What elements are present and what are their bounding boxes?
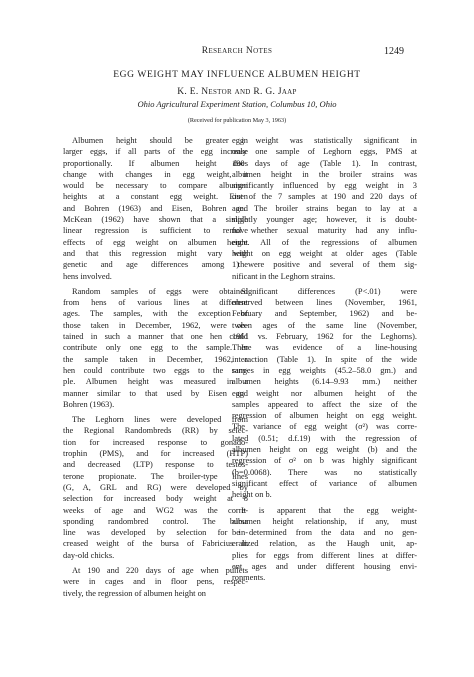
text-line: significant effect of variance of albumen [232, 478, 417, 488]
text-line: weeks of age and WG2 was the corre- [63, 505, 248, 515]
text-line: Albumen height should be greater in [72, 136, 248, 145]
text-line: trophin (PMS), and for increased (HTP) [63, 449, 248, 459]
text-line: hen could contribute two eggs to the sam- [63, 365, 248, 375]
left-text-column [63, 135, 248, 599]
received-date: (Received for publication May 3, 1963) [187, 117, 287, 124]
text-line: Significant differences (P<.01) were [241, 286, 417, 296]
text-line: ent ages and under different housing envi- [232, 561, 417, 571]
text-line: The variance of egg weight (σ²) was corre- [232, 422, 417, 432]
text-line: eralized relation, as the Haugh unit, ap- [232, 539, 417, 549]
text-line: and that this regression might vary with [63, 248, 248, 258]
text-line: height on b. [232, 490, 272, 500]
text-line: albumen heights (6.14–9.93 mm.) neither [232, 377, 417, 387]
paragraph [232, 286, 417, 501]
text-line: (b=0.0068). There was no statistically [232, 467, 417, 477]
text-line: 1) were positive and several of them sig- [232, 260, 417, 270]
text-line: proportionally. If albumen height does [63, 158, 248, 168]
text-line: age. The broiler strains began to lay at a [232, 203, 417, 213]
text-line: were in cages and in floor pens, respec- [63, 577, 248, 587]
text-line: At 190 and 220 days of age when pullets [72, 565, 248, 575]
paragraph [63, 414, 248, 561]
text-line: height on egg weight at older ages (Table [232, 248, 417, 258]
text-line: egg weight was statistically significant in [232, 136, 417, 145]
text-line: albumen height on egg weight (b) and the [232, 445, 417, 455]
text-line: effects of egg weight on albumen height [63, 237, 248, 247]
text-line: There was evidence of a line-housing [232, 343, 417, 353]
text-line: genetic and age differences among the [63, 260, 248, 270]
text-line: 190 days of age (Table 1). In contrast, [232, 158, 417, 168]
text-line: and Bohren (1963) and Eisen, Bohren and [63, 203, 248, 213]
text-line: The Leghorn lines were developed from [72, 415, 248, 425]
text-line: and decreased (LTP) response to testos- [63, 460, 248, 470]
text-line: linear regression is sufficient to remove [63, 226, 248, 236]
text-line: would be necessary to compare albumen [63, 181, 248, 191]
running-head [70, 46, 404, 60]
text-line: day-old chicks. [63, 550, 115, 560]
page-number: 1249 [384, 46, 404, 57]
text-line: contribute only one egg to the sample. In [63, 343, 248, 353]
text-line: sponding randombred control. The bursa [63, 516, 248, 526]
text-line: ple. Albumen height was measured in a [63, 377, 248, 387]
text-line: change with changes in egg weight, it [63, 169, 248, 179]
text-line: selection for increased body weight at 8 [63, 494, 248, 504]
text-line: those taken in December, 1962, were ob- [63, 320, 248, 330]
text-line: plies for eggs from different lines at differ- [232, 550, 417, 560]
text-line: February and September, 1962) and be- [232, 309, 417, 319]
text-line: egg weight nor albumen height of the [232, 388, 417, 398]
right-text-column [232, 135, 417, 584]
text-line: It is apparent that the egg weight- [241, 505, 417, 515]
paragraph [63, 286, 248, 410]
text-line: the sample taken in December, 1962, a [63, 354, 248, 364]
text-line: tained in such a manner that one hen could [63, 332, 248, 342]
paragraph [63, 135, 248, 282]
text-line: tively, the regression of albumen height on [63, 588, 206, 598]
text-line: be determined from the data and no gen- [232, 528, 417, 538]
text-line: observed between lines (November, 1961, [232, 298, 417, 308]
paragraph [232, 135, 417, 282]
text-line: samples appeared to affect the size of the [232, 399, 417, 409]
article-title: EGG WEIGHT MAY INFLUENCE ALBUMEN HEIGHT [113, 70, 361, 80]
paragraph [63, 565, 248, 599]
text-line: ages. The samples, with the exception of [63, 309, 248, 319]
text-line: hens involved. [63, 271, 112, 281]
text-line: only one sample of Leghorn eggs, PMS at [232, 147, 417, 157]
text-line: significantly influenced by egg weight in 3 [232, 181, 417, 191]
text-line: regression of σ² on b was highly significant [232, 456, 417, 466]
text-line: interaction (Table 1). In spite of the wide [232, 354, 417, 364]
text-line: ranges in egg weights (45.2–58.0 gm.) and [232, 365, 417, 375]
text-line: regression of albumen height on egg weight. [232, 411, 417, 421]
paragraph [232, 505, 417, 584]
text-line: (G, A, GRL and RG) were developed by [63, 482, 248, 492]
text-line: manner similar to that used by Eisen and [63, 388, 248, 398]
text-line: terone propionate. The broiler-type lines [63, 471, 248, 481]
text-line: McKean (1962) have shown that a simple [63, 215, 248, 225]
text-line: albumen height relationship, if any, must [232, 516, 417, 526]
text-line: the Regional Randombreds (RR) by selec- [63, 426, 248, 436]
article-authors: K. E. Nestor and R. G. Jaap [177, 87, 297, 97]
text-line: out of the 7 samples at 190 and 220 days of [232, 192, 417, 202]
text-line: Bohren (1963). [63, 399, 115, 409]
text-line: 1961 vs. February, 1962 for the Leghorns). [232, 332, 417, 342]
text-line: from hens of various lines at different [63, 298, 248, 308]
text-line: nificant in the Leghorn strains. [232, 271, 336, 281]
text-line: tion for increased response to gonado- [63, 437, 248, 447]
text-line: albumen height in the broiler strains was [232, 169, 417, 179]
text-line: ence. All of the regressions of albumen [232, 237, 417, 247]
journal-section-title: Research Notes [201, 46, 273, 56]
text-line: lated (0.51; d.f.19) with the regression of [232, 433, 417, 443]
text-line: Random samples of eggs were obtained [72, 286, 248, 296]
text-line: slightly younger age; however, it is doubt- [232, 215, 417, 225]
author-affiliation: Ohio Agricultural Experiment Station, Columbus 10, Ohio [137, 99, 337, 109]
text-line: heights at a constant egg weight. Eisen [63, 192, 248, 202]
text-line: ronments. [232, 573, 266, 583]
text-line: larger eggs, if all parts of the egg increase [63, 147, 248, 157]
text-line: creased weight of the bursa of Fabricius in [63, 539, 248, 549]
text-line: line was developed by selection for in- [63, 528, 248, 538]
text-line: tween ages of the same line (November, [232, 320, 417, 330]
text-line: ful whether sexual maturity had any influ- [232, 226, 417, 236]
